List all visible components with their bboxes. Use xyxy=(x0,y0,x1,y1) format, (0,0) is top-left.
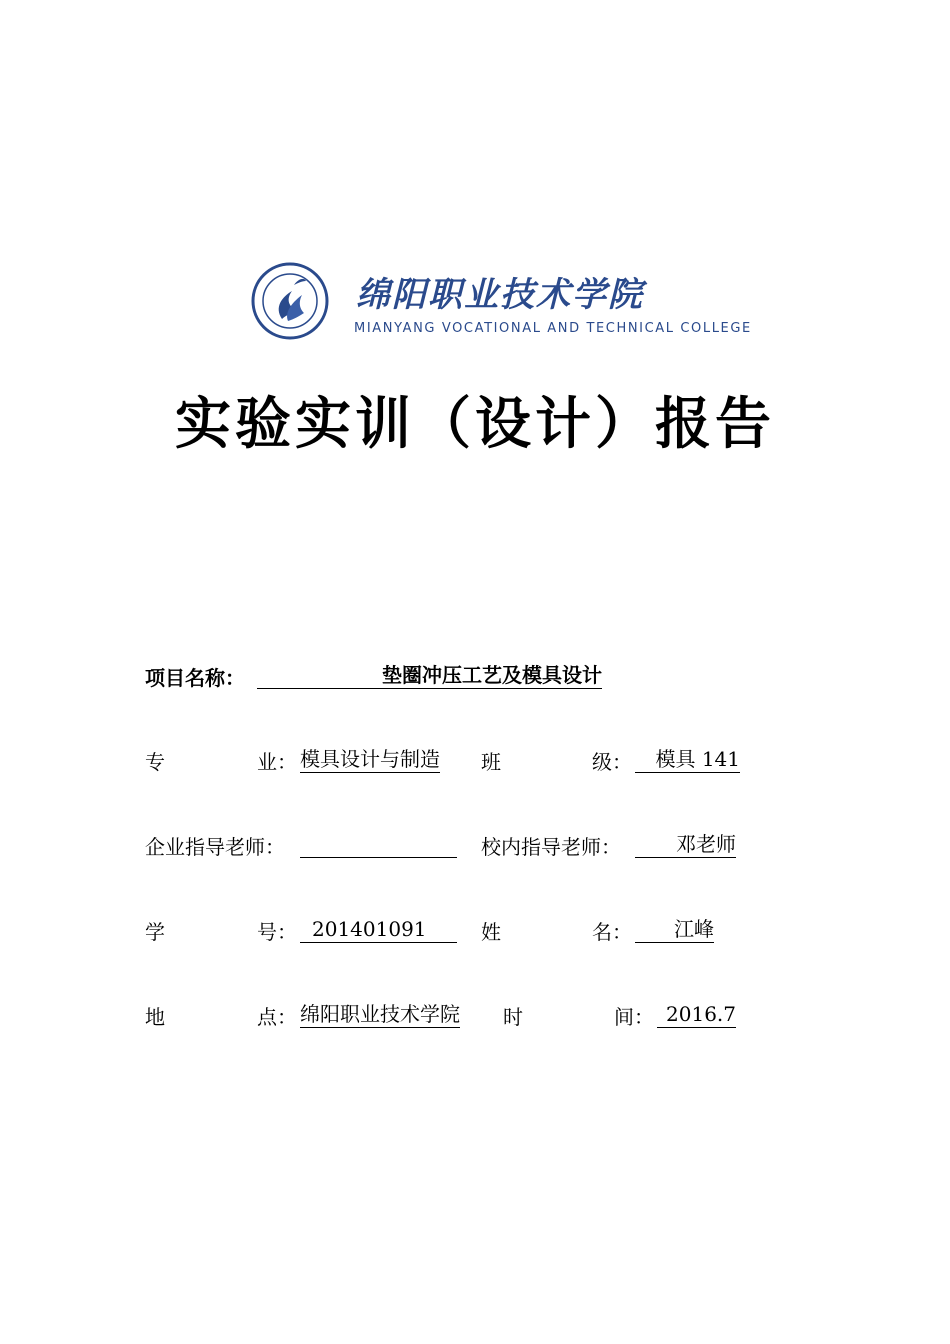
student-name-value: 江峰 xyxy=(635,916,714,943)
project-value: 垫圈冲压工艺及模具设计 xyxy=(257,662,602,689)
project-label: 项目名称： xyxy=(145,666,245,690)
class-value: 模具 141 xyxy=(635,746,740,773)
college-logo xyxy=(248,257,752,345)
time-value: 2016.7 xyxy=(657,1001,736,1028)
school-teacher-value: 邓老师 xyxy=(635,831,736,858)
report-title: 实验实训（设计）报告 xyxy=(175,392,775,457)
college-name-en: MIANYANG VOCATIONAL AND TECHNICAL COLLEGE xyxy=(354,321,752,336)
place-label-start: 地 xyxy=(145,1005,165,1029)
place-label-end: 点： xyxy=(257,1005,297,1029)
place-value: 绵阳职业技术学院 xyxy=(300,1002,460,1026)
class-label-start: 班 xyxy=(481,750,501,774)
major-label-start: 专 xyxy=(145,750,165,774)
college-name-cn: 绵阳职业技术学院 xyxy=(356,275,644,315)
student-id-label-start: 学 xyxy=(145,920,165,944)
class-label-end: 级： xyxy=(592,750,632,774)
enterprise-teacher-value xyxy=(300,831,457,858)
student-id-label-end: 号： xyxy=(257,920,297,944)
student-id-value: 201401091 xyxy=(300,916,457,943)
major-value: 模具设计与制造 xyxy=(300,747,440,771)
major-label-end: 业： xyxy=(257,750,297,774)
name-label-start: 姓 xyxy=(481,920,501,944)
time-label-start: 时 xyxy=(503,1005,523,1029)
school-teacher-label: 校内指导老师： xyxy=(481,835,621,859)
enterprise-teacher-label: 企业指导老师： xyxy=(145,835,285,859)
time-label-end: 间： xyxy=(614,1005,654,1029)
name-label-end: 名： xyxy=(592,920,632,944)
college-seal-icon xyxy=(248,261,340,341)
